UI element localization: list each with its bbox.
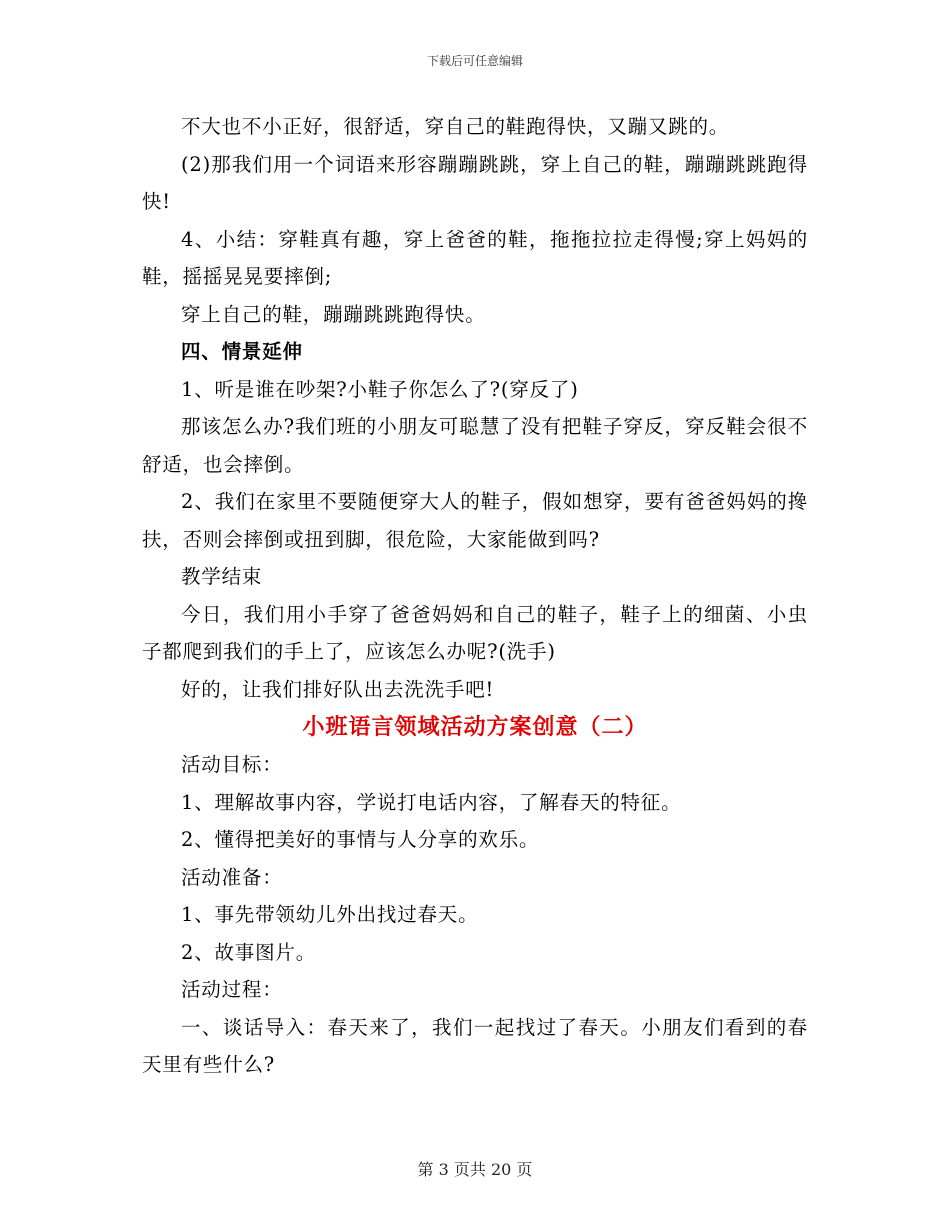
paragraph: 一、谈话导入：春天来了，我们一起找过了春天。小朋友们看到的春天里有些什么? (142, 1015, 808, 1076)
paragraph: 教学结束 (181, 565, 263, 588)
paragraph: 活动准备： (181, 865, 283, 889)
paragraph: 1、事先带领幼儿外出找过春天。 (181, 903, 479, 926)
section-title: 小班语言领域活动方案创意（二） (302, 714, 648, 740)
paragraph: 4、小结：穿鞋真有趣，穿上爸爸的鞋，拖拖拉拉走得慢;穿上妈妈的鞋，摇摇晃晃要摔倒; (142, 227, 808, 288)
paragraph: 活动过程： (181, 978, 283, 1001)
paragraph: 好的，让我们排好队出去洗洗手吧! (181, 677, 495, 701)
paragraph: 那该怎么办?我们班的小朋友可聪慧了没有把鞋子穿反，穿反鞋会很不舒适，也会摔倒。 (142, 415, 808, 476)
paragraph: (2)那我们用一个词语来形容蹦蹦跳跳，穿上自己的鞋，蹦蹦跳跳跑得快! (142, 152, 808, 213)
paragraph: 1、理解故事内容，学说打电话内容，了解春天的特征。 (181, 790, 682, 814)
paragraph: 1、听是谁在吵架?小鞋子你怎么了?(穿反了) (181, 377, 579, 401)
page-header: 下载后可任意编辑 (426, 54, 523, 68)
paragraph: 2、懂得把美好的事情与人分享的欢乐。 (181, 828, 540, 851)
paragraph: 穿上自己的鞋，蹦蹦跳跳跑得快。 (181, 302, 486, 326)
paragraph: 活动目标： (181, 753, 283, 776)
paragraph: 2、我们在家里不要随便穿大人的鞋子，假如想穿，要有爸爸妈妈的搀扶，否则会摔倒或扭到脚，很危险，大家能做到吗? (142, 490, 808, 551)
paragraph: 今日，我们用小手穿了爸爸妈妈和自己的鞋子，鞋子上的细菌、小虫子都爬到我们的手上了，应该怎么办呢?(洗手) (142, 602, 808, 663)
paragraph: 不大也不小正好，很舒适，穿自己的鞋跑得快，又蹦又跳的。 (181, 115, 730, 138)
section-heading: 四、情景延伸 (181, 340, 303, 363)
document-body (142, 108, 808, 1084)
paragraph: 2、故事图片。 (181, 940, 317, 964)
page-footer: 第 3 页共 20 页 (417, 1160, 533, 1179)
